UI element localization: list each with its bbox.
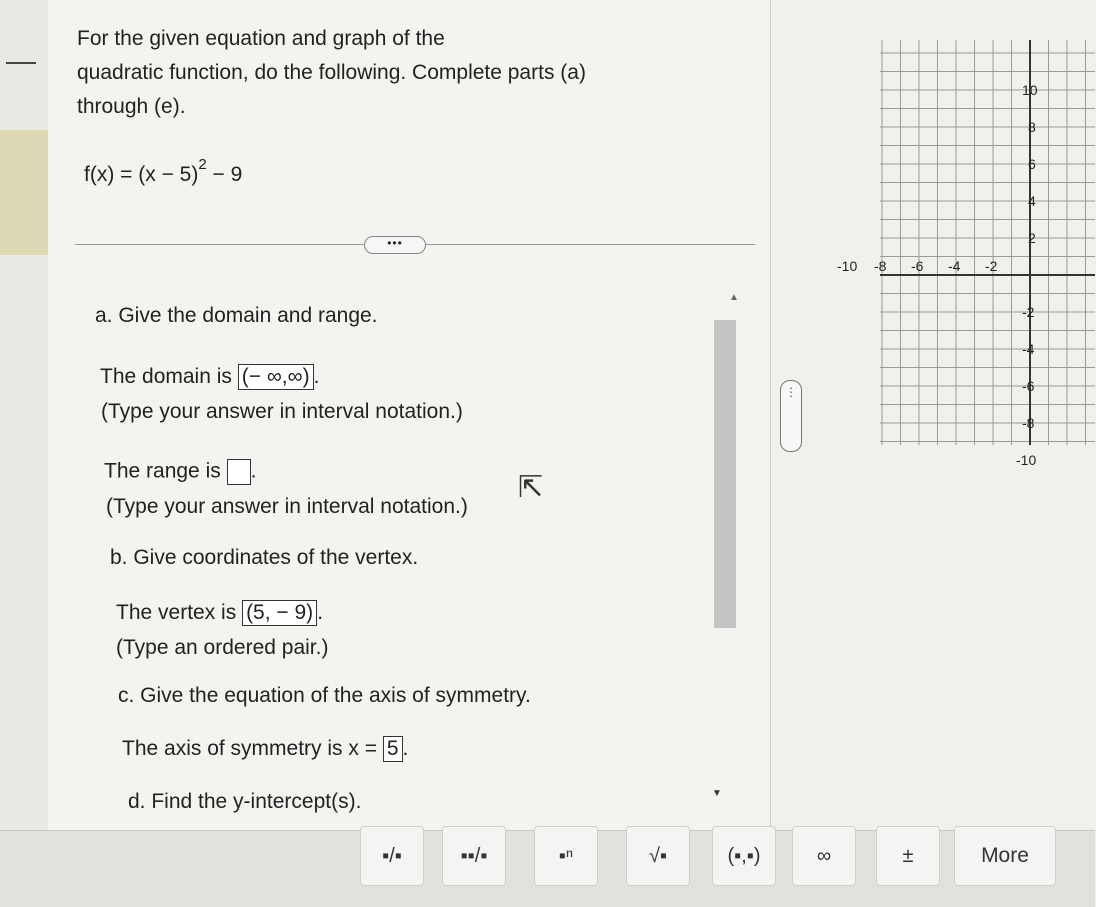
ordered-pair-button[interactable]: (▪,▪): [712, 826, 776, 886]
y-tick-label: -2: [1022, 304, 1035, 320]
range-answer-box[interactable]: [227, 459, 251, 485]
infinity-button[interactable]: ∞: [792, 826, 856, 886]
range-row: The range is .: [104, 459, 256, 485]
plus-minus-button[interactable]: ±: [876, 826, 940, 886]
domain-answer-box[interactable]: (− ∞,∞): [238, 364, 314, 390]
y-tick-label: 6: [1028, 156, 1036, 172]
function-rhs: − 9: [206, 163, 243, 186]
y-tick-label: 10: [1022, 82, 1038, 98]
y-tick-label: -6: [1022, 378, 1035, 394]
axis-answer-box[interactable]: 5: [383, 736, 403, 762]
x-tick-label: -10: [837, 258, 858, 274]
expand-more-button[interactable]: •••: [364, 236, 426, 254]
intro-line: through (e).: [77, 95, 186, 118]
collapse-icon[interactable]: [6, 62, 36, 64]
scrollbar-thumb[interactable]: [714, 320, 736, 628]
function-lhs: f(x) = (x − 5): [84, 163, 199, 186]
x-tick-label: -2: [985, 258, 998, 274]
domain-hint: (Type your answer in interval notation.): [101, 400, 463, 423]
vertex-label: The vertex is: [116, 601, 237, 624]
domain-row: The domain is (− ∞,∞) .: [100, 365, 320, 388]
exponent-button[interactable]: ▪ⁿ: [534, 826, 598, 886]
y-tick-label: 4: [1028, 193, 1036, 209]
fraction-button[interactable]: ▪/▪: [360, 826, 424, 886]
part-c-heading: c. Give the equation of the axis of symmetry.: [118, 684, 531, 707]
vertex-hint: (Type an ordered pair.): [116, 636, 329, 659]
intro-line: quadratic function, do the following. Complete parts (a): [77, 61, 586, 84]
scroll-up-icon[interactable]: ▲: [729, 292, 739, 303]
range-label: The range is: [104, 459, 221, 483]
y-tick-label: 8: [1028, 119, 1036, 135]
question-intro: [77, 22, 586, 124]
range-hint: (Type your answer in interval notation.): [106, 495, 468, 518]
x-tick-label: -6: [911, 258, 924, 274]
part-d-heading: d. Find the y-intercept(s).: [128, 790, 362, 813]
intro-line: For the given equation and graph of the: [77, 27, 445, 50]
function-exponent: 2: [198, 156, 207, 173]
left-strip: [0, 0, 48, 906]
sqrt-button[interactable]: √▪: [626, 826, 690, 886]
x-tick-label: -4: [948, 258, 961, 274]
x-tick-label: -8: [874, 258, 887, 274]
part-b-heading: b. Give coordinates of the vertex.: [110, 546, 419, 569]
scroll-down-icon[interactable]: ▼: [712, 788, 722, 799]
vertex-row: The vertex is (5, − 9) .: [116, 601, 324, 624]
axis-row: The axis of symmetry is x = 5 .: [122, 737, 409, 760]
y-tick-label: 2: [1028, 230, 1036, 246]
axis-label: The axis of symmetry is x =: [122, 737, 377, 760]
y-tick-label: -8: [1022, 415, 1035, 431]
more-button[interactable]: More: [954, 826, 1056, 886]
mixed-number-button[interactable]: ▪▪/▪: [442, 826, 506, 886]
panel-resize-handle[interactable]: ⋮: [780, 380, 802, 452]
part-a-heading: a. Give the domain and range.: [95, 304, 378, 327]
vertex-answer-box[interactable]: (5, − 9): [242, 600, 317, 626]
function-equation: [84, 156, 243, 187]
domain-label: The domain is: [100, 365, 232, 388]
graph-svg: [837, 40, 1095, 468]
side-tab[interactable]: [0, 130, 48, 255]
y-tick-label: -4: [1022, 341, 1035, 357]
y-tick-label: -10: [1016, 452, 1037, 468]
graph-grid: [880, 40, 1095, 445]
mouse-cursor-icon: ⇱: [518, 471, 544, 504]
